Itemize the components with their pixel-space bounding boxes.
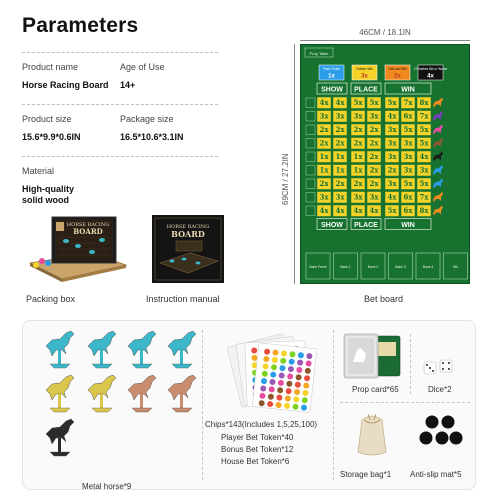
dice-caption: Dice*2	[428, 385, 452, 394]
board-cell-value: 5x	[419, 179, 429, 189]
param-product-name	[22, 62, 120, 95]
board-cell-value: 4x	[353, 206, 363, 216]
board-cell-value: 7x	[403, 98, 413, 108]
board-top-box-label: Golden Win	[356, 67, 373, 71]
chips-caption: Chips*143(Includes 1,5,25,100)	[205, 420, 318, 429]
board-cell-value: 2x	[353, 125, 363, 135]
board-cell-value: 1x	[335, 152, 345, 162]
metal-horse-piece	[46, 375, 74, 412]
board-cell-value: 4x	[335, 206, 345, 216]
param-material	[22, 156, 218, 206]
board-cell-value: 6x	[403, 111, 413, 121]
page-title: Parameters	[22, 14, 139, 37]
packing-box-caption: Packing box	[26, 294, 76, 304]
metal-horse-piece	[128, 375, 156, 412]
board-bank-label: Bank 3	[395, 265, 406, 269]
anti-slip-mat-image	[416, 412, 464, 456]
param-product-size	[22, 114, 120, 147]
board-cell-value: 2x	[369, 179, 379, 189]
param-row	[22, 104, 218, 156]
player-token-caption: Player Bet Token*40	[221, 433, 294, 442]
board-cell-value: 3x	[387, 179, 397, 189]
param-value: solid wood	[22, 195, 69, 205]
param-label: Package size	[120, 114, 174, 124]
board-cell-value: 2x	[387, 165, 397, 175]
board-cell-value: 4x	[387, 111, 397, 121]
board-width-label: 46CM / 18.1IN	[359, 28, 411, 37]
param-label: Age of Use	[120, 62, 165, 72]
board-cell-value: 4x	[387, 192, 397, 202]
board-bank-label: Bank 4	[422, 265, 434, 269]
board-cell-value: 2x	[369, 152, 379, 162]
board-cell-value: 4x	[369, 206, 379, 216]
bet-board-svg	[301, 45, 470, 284]
board-cell-value: 5x	[403, 125, 413, 135]
manual-image	[150, 213, 226, 285]
param-label: Product size	[22, 114, 72, 124]
board-cell-value: 2x	[319, 138, 329, 148]
board-cell-value: 2x	[369, 138, 379, 148]
board-cell-value: 4x	[419, 152, 429, 162]
param-value: 15.6*9.9*0.6IN	[22, 132, 81, 142]
board-cell-value: 2x	[353, 179, 363, 189]
board-bank-label: 5th	[453, 265, 458, 269]
board-cell-value: 1x	[353, 165, 363, 175]
board-cell-value: 3x	[369, 192, 379, 202]
board-cell-value: 3x	[335, 192, 345, 202]
board-footer-label: SHOW	[321, 222, 343, 229]
param-row	[22, 52, 218, 104]
board-cell-value: 2x	[335, 125, 345, 135]
parameters-table	[22, 52, 218, 206]
board-cell-value: 3x	[319, 111, 329, 121]
manual-title-line2: BOARD	[171, 229, 205, 239]
board-top-box-multiplier: 4x	[427, 73, 434, 80]
board-height-label: 69CM / 27.2IN	[281, 153, 290, 205]
board-cell-value: 7x	[419, 192, 429, 202]
board-cell-value: 5x	[419, 125, 429, 135]
board-cell-value: 3x	[319, 192, 329, 202]
board-cell-value: 3x	[335, 111, 345, 121]
board-top-box-multiplier: 2x	[394, 73, 401, 80]
board-bank-label: Bank 2	[367, 265, 379, 269]
metal-horse-piece	[168, 331, 196, 368]
board-bank-label: Bank Fresh	[309, 265, 327, 269]
board-top-box-label: Odd and Win	[388, 67, 407, 71]
box-title-line1: HORSE RACING	[66, 222, 110, 228]
board-cell-value: 5x	[419, 138, 429, 148]
board-cell-value: 8x	[419, 206, 429, 216]
board-height-line	[294, 44, 295, 284]
storage-bag-image	[348, 408, 396, 460]
board-cell-value: 2x	[335, 138, 345, 148]
board-cell-value: 3x	[387, 125, 397, 135]
board-cell-value: 1x	[319, 165, 329, 175]
metal-horse-piece	[88, 331, 116, 368]
board-cell-value: 3x	[369, 111, 379, 121]
metal-horse-caption: Metal horse*9	[82, 482, 132, 491]
board-cell-value: 4x	[319, 98, 329, 108]
board-header-label: PLACE	[354, 86, 378, 94]
metal-horse-piece	[168, 375, 196, 412]
bet-board-caption: Bet board	[364, 294, 404, 304]
param-age	[120, 62, 218, 95]
board-bank-label: Bank 1	[340, 265, 351, 269]
board-cell-value: 3x	[387, 152, 397, 162]
param-package-size	[120, 114, 218, 147]
divider	[333, 330, 334, 480]
board-width-line	[300, 40, 470, 41]
board-top-box-multiplier: 3x	[361, 73, 368, 80]
bonus-token-caption: Bonus Bet Token*12	[221, 445, 294, 454]
board-top-box-multiplier: 1x	[328, 73, 335, 80]
board-cell-value: 3x	[403, 138, 413, 148]
board-cell-value: 2x	[369, 165, 379, 175]
board-cell-value: 1x	[353, 152, 363, 162]
board-header-label: WIN	[401, 86, 415, 94]
board-cell-value: 6x	[403, 206, 413, 216]
board-cell-value: 2x	[369, 125, 379, 135]
storage-bag-caption: Storage bag*1	[340, 470, 392, 479]
param-value: 16.5*10.6*3.1IN	[120, 132, 184, 142]
house-token-caption: House Bet Token*6	[221, 457, 290, 466]
board-cell-value: 8x	[419, 98, 429, 108]
board-top-box-label: Place Ticket	[322, 67, 341, 71]
board-cell-value: 4x	[335, 98, 345, 108]
board-cell-value: 5x	[387, 206, 397, 216]
board-footer-label: WIN	[401, 222, 415, 229]
board-cell-value: 4x	[319, 206, 329, 216]
board-top-box-label: 2 Finishes 8th or Worse	[413, 67, 448, 71]
board-cell-value: 2x	[335, 179, 345, 189]
param-label: Material	[22, 166, 55, 176]
divider	[340, 402, 470, 403]
prop-card-image	[342, 332, 408, 382]
bet-board	[300, 44, 470, 284]
board-cell-value: 3x	[403, 165, 413, 175]
board-cell-value: 2x	[353, 138, 363, 148]
board-tab-prop-table: Prop Table	[309, 51, 329, 56]
board-cell-value: 5x	[369, 98, 379, 108]
board-cell-value: 2x	[319, 125, 329, 135]
param-label: Product name	[22, 62, 79, 72]
board-cell-value: 6x	[403, 192, 413, 202]
divider	[202, 330, 203, 480]
board-cell-value: 7x	[419, 111, 429, 121]
board-cell-value: 5x	[387, 98, 397, 108]
manual-caption: Instruction manual	[146, 294, 220, 304]
board-cell-value: 1x	[319, 152, 329, 162]
divider	[410, 334, 411, 394]
board-cell-value: 3x	[353, 111, 363, 121]
board-cell-value: 3x	[419, 165, 429, 175]
metal-horse-piece	[128, 331, 156, 368]
manual-title-line1: HORSE RACING	[166, 224, 210, 230]
dice-image	[422, 358, 456, 376]
board-cell-value: 5x	[403, 179, 413, 189]
board-header-label: SHOW	[321, 86, 343, 94]
param-value: Horse Racing Board	[22, 80, 109, 90]
chips-tokens-image	[212, 330, 326, 414]
metal-horse-piece	[46, 331, 74, 368]
metal-horse-piece	[46, 419, 74, 456]
board-cell-value: 3x	[387, 138, 397, 148]
box-title-line2: BOARD	[73, 227, 103, 236]
metal-horses-image	[26, 324, 202, 474]
board-cell-value: 1x	[335, 165, 345, 175]
board-cell-value: 2x	[319, 179, 329, 189]
prop-card-caption: Prop card*65	[352, 385, 399, 394]
board-footer-label: PLACE	[354, 222, 378, 229]
metal-horse-piece	[88, 375, 116, 412]
packing-box-image	[22, 213, 132, 285]
param-value: High-quality	[22, 184, 74, 194]
board-cell-value: 5x	[353, 98, 363, 108]
anti-slip-caption: Anti-slip mat*5	[410, 470, 462, 479]
param-value: 14+	[120, 80, 136, 90]
board-cell-value: 3x	[403, 152, 413, 162]
board-cell-value: 3x	[353, 192, 363, 202]
